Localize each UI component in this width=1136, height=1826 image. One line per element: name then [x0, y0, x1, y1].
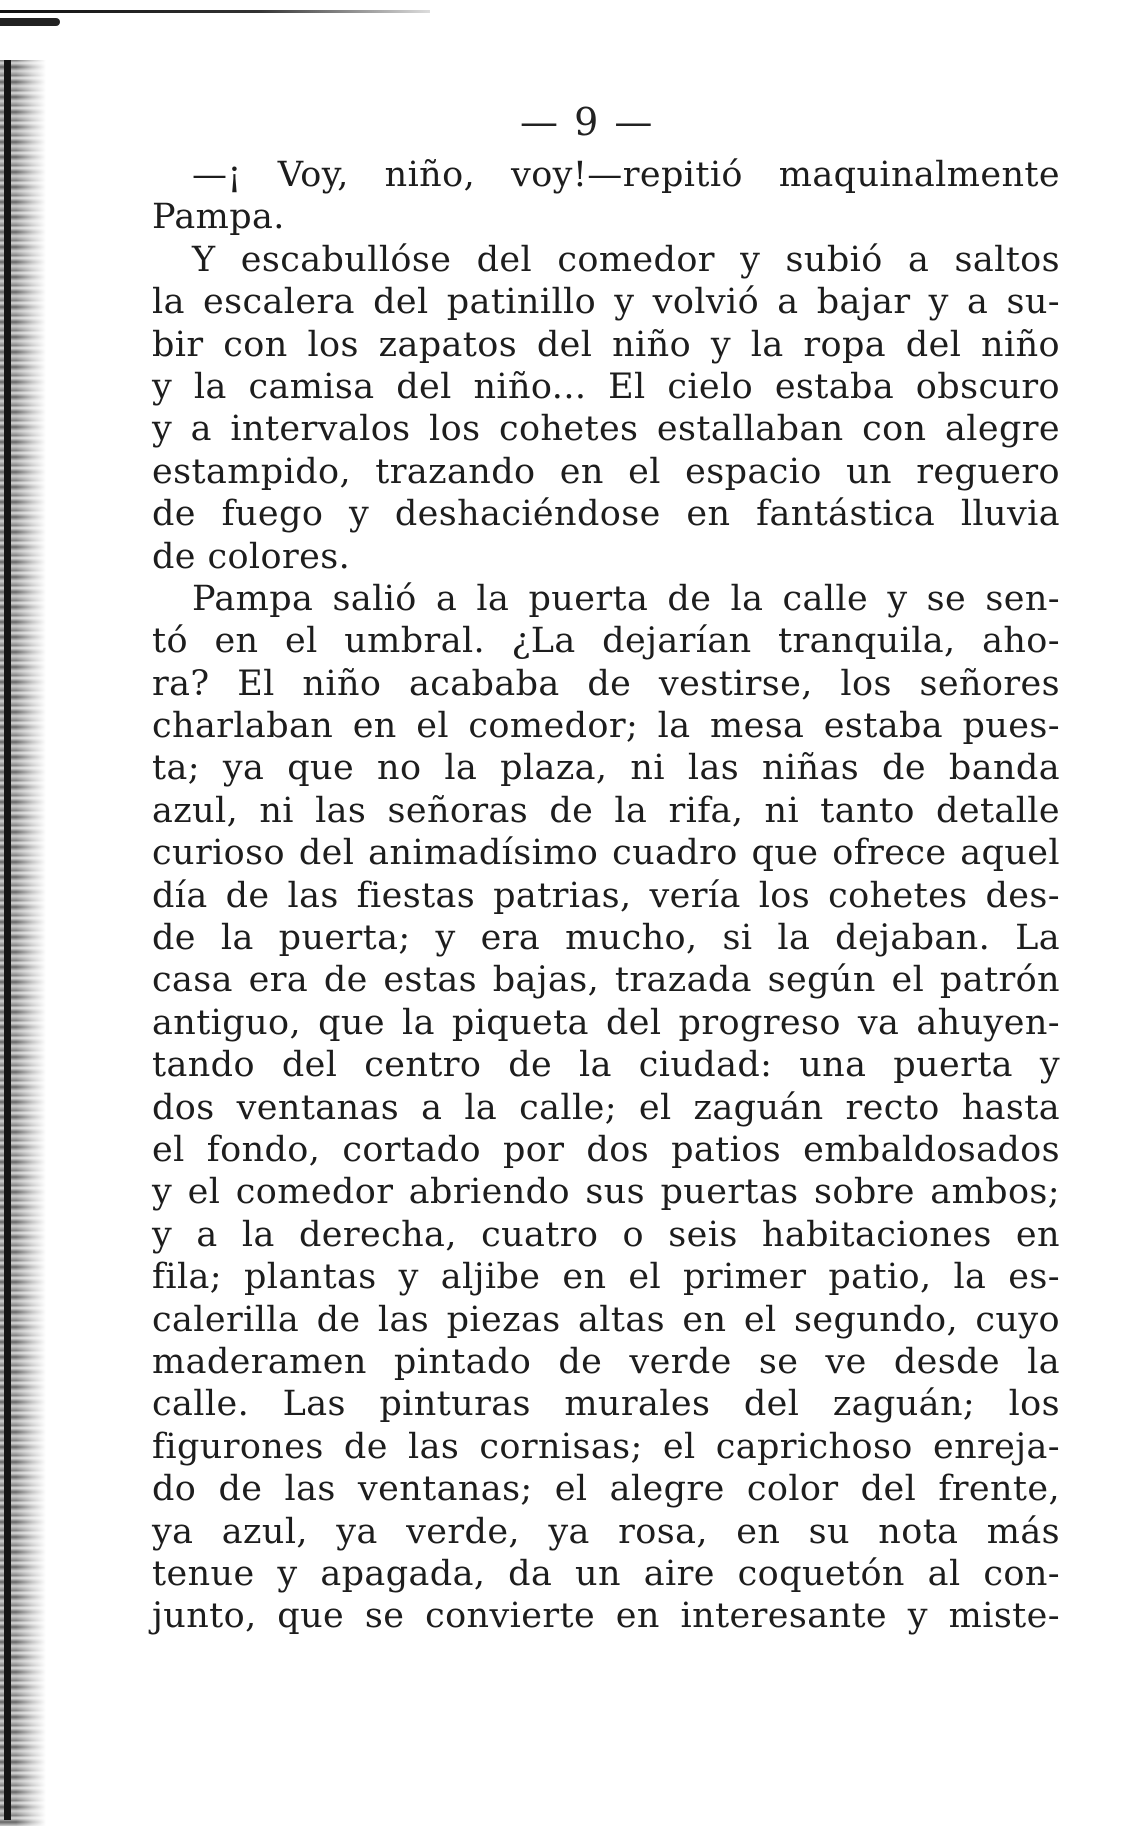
text-line: Y escabullóse del comedor y subió a saltos — [192, 239, 1060, 280]
text-line: tó en el umbral. ¿La dejarían tranquila, aho- — [152, 621, 1060, 662]
text-line: calle. Las pinturas murales del zaguán; los — [152, 1384, 1060, 1425]
text-line: y la camisa del niño... El cielo estaba obscuro — [152, 366, 1060, 407]
text-line: fila; plantas y aljibe en el primer patio, la es- — [152, 1257, 1060, 1298]
text-line: de fuego y deshaciéndose en fantástica lluvia — [152, 494, 1060, 535]
text-line: de la puerta; y era mucho, si la dejaban. La — [152, 918, 1060, 959]
text-line: dos ventanas a la calle; el zaguán recto hasta — [152, 1087, 1060, 1128]
text-line: calerilla de las piezas altas en el segundo, cuyo — [152, 1299, 1060, 1340]
text-line: el fondo, cortado por dos patios embaldosados — [152, 1129, 1060, 1170]
text-line: Pampa salió a la puerta de la calle y se sen- — [192, 578, 1060, 619]
top-rule-mark — [0, 18, 60, 26]
text-line: día de las fiestas patrias, vería los cohetes des- — [152, 875, 1060, 916]
text-line: junto, que se convierte en interesante y miste- — [152, 1596, 1060, 1637]
text-line: ra? El niño acababa de vestirse, los señores — [152, 663, 1060, 704]
text-line: maderamen pintado de verde se ve desde la — [152, 1341, 1060, 1382]
text-line: ya azul, ya verde, ya rosa, en su nota más — [152, 1511, 1060, 1552]
text-line: y a intervalos los cohetes estallaban con alegre — [152, 409, 1060, 450]
text-line: azul, ni las señoras de la rifa, ni tanto detalle — [152, 790, 1060, 831]
text-line: y a la derecha, cuatro o seis habitaciones en — [152, 1214, 1060, 1255]
text-line: de colores. — [152, 536, 351, 577]
text-line: ta; ya que no la plaza, ni las niñas de banda — [152, 748, 1060, 789]
text-line: —¡ Voy, niño, voy!—repitió maquinalmente — [192, 155, 1060, 195]
text-line: do de las ventanas; el alegre color del frente, — [152, 1469, 1060, 1510]
text-line: charlaban en el comedor; la mesa estaba pues- — [152, 706, 1060, 747]
page-number: — 9 — — [520, 100, 655, 144]
text-line: casa era de estas bajas, trazada según el patrón — [152, 960, 1060, 1001]
text-line: curioso del animadísimo cuadro que ofrece aquel — [152, 833, 1060, 874]
text-line: y el comedor abriendo sus puertas sobre ambos; — [152, 1172, 1060, 1213]
text-line: figurones de las cornisas; el caprichoso enreja- — [152, 1426, 1060, 1467]
body-text — [152, 154, 1060, 1638]
text-line: Pampa. — [152, 197, 285, 238]
text-line: la escalera del patinillo y volvió a bajar y a su- — [152, 282, 1060, 323]
text-line: tenue y apagada, da un aire coquetón al con- — [152, 1553, 1060, 1594]
text-line: tando del centro de la ciudad: una puerta y — [152, 1045, 1060, 1086]
text-line: bir con los zapatos del niño y la ropa del niño — [152, 324, 1060, 365]
text-line: antiguo, que la piqueta del progreso va ahuyen- — [152, 1002, 1060, 1043]
binding-line — [4, 60, 11, 1820]
text-line: estampido, trazando en el espacio un reguero — [152, 451, 1060, 492]
top-rule — [0, 10, 430, 13]
